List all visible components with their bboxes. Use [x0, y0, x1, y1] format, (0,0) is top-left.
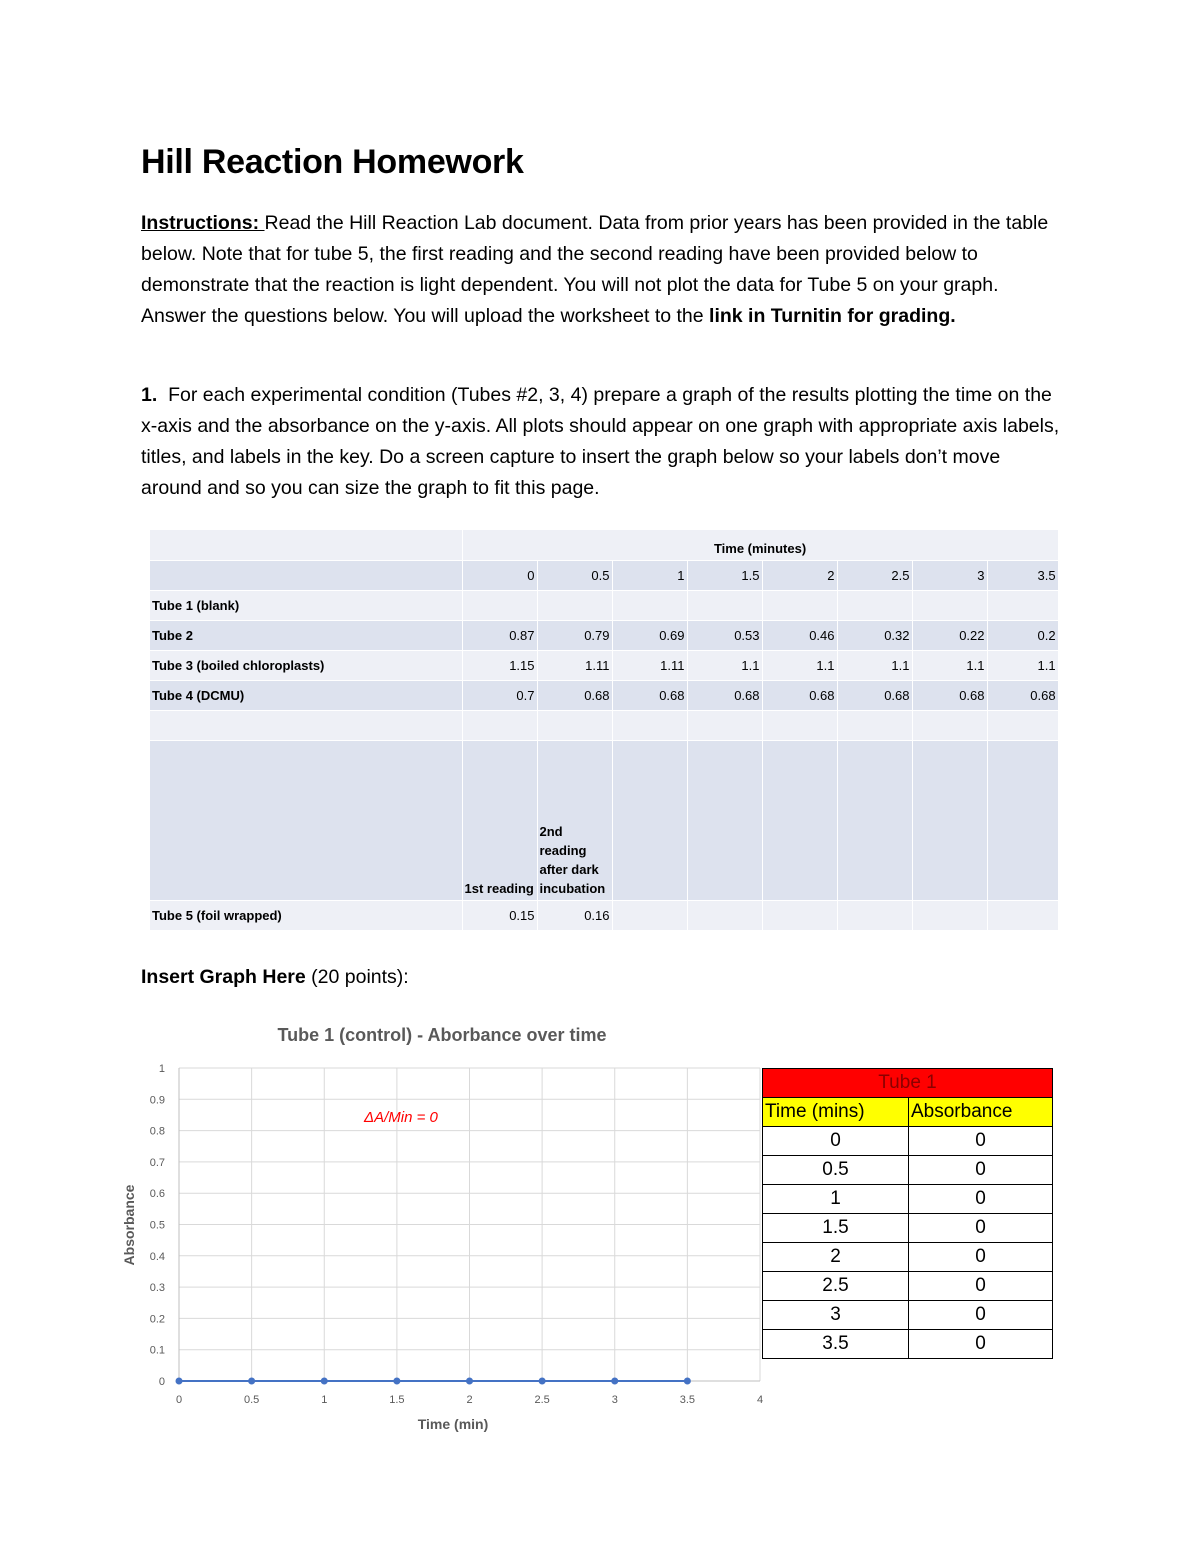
data-point	[393, 1378, 400, 1385]
y-tick-label: 1	[158, 1063, 165, 1075]
data-table	[150, 530, 1059, 931]
table-row	[150, 680, 1058, 710]
value-cell: 0.87	[462, 620, 537, 650]
col-time-header: Time (mins)	[763, 1098, 909, 1127]
insert-graph-bold: Insert Graph Here	[141, 966, 306, 988]
time-cell: 3	[912, 560, 987, 590]
time-cell: 0	[462, 560, 537, 590]
y-tick-label: 0.6	[149, 1188, 165, 1201]
chart-axes	[150, 1063, 763, 1406]
x-tick-label: 1	[321, 1394, 328, 1406]
table-row: 2.5 0	[763, 1272, 1053, 1301]
y-tick-label: 0.5	[149, 1219, 165, 1232]
table-row: 1 0	[763, 1185, 1053, 1214]
x-tick-label: 4	[756, 1394, 764, 1406]
table-row: 0.5 0	[763, 1156, 1053, 1185]
table-row: 3.5 0	[763, 1330, 1053, 1359]
tube1-table-header-row	[763, 1098, 1053, 1127]
value-cell: 1.11	[612, 650, 687, 680]
data-point	[176, 1378, 183, 1385]
question-1-number: 1.	[141, 384, 158, 406]
tube5-row	[150, 900, 1058, 930]
value-cell: 0.46	[762, 620, 837, 650]
value-cell: 1.11	[537, 650, 612, 680]
time-cell: 1.5	[687, 560, 762, 590]
time-cell: 2.5	[837, 560, 912, 590]
col-absorbance-header: Absorbance	[909, 1098, 1053, 1127]
y-tick-label: 0.4	[149, 1250, 165, 1263]
data-point	[248, 1378, 255, 1385]
value-cell: 1.1	[762, 650, 837, 680]
time-cell: 2	[762, 560, 837, 590]
x-tick-label: 3	[611, 1394, 618, 1406]
value-cell: 0.15	[462, 900, 537, 930]
value-cell: 0.53	[687, 620, 762, 650]
chart-x-axis-label: Time (min)	[417, 1416, 489, 1432]
time-cell: 3.5	[987, 560, 1058, 590]
data-point	[539, 1378, 546, 1385]
table-row: 1.5 0	[763, 1214, 1053, 1243]
value-cell: 0.32	[837, 620, 912, 650]
table-row	[150, 650, 1058, 680]
value-cell: 1.15	[462, 650, 537, 680]
x-tick-label: 2	[466, 1394, 473, 1406]
row-label: Tube 3 (boiled chloroplasts)	[150, 650, 462, 680]
x-tick-label: 3.5	[679, 1394, 696, 1406]
instructions-paragraph	[141, 208, 1061, 332]
second-reading-header: 2nd reading after dark incubation	[537, 740, 612, 900]
chart-series	[176, 1378, 691, 1385]
y-tick-label: 0	[158, 1376, 165, 1388]
time-header-row	[150, 530, 1058, 560]
value-cell: 0.68	[612, 680, 687, 710]
data-point	[684, 1378, 691, 1385]
value-cell: 1.1	[912, 650, 987, 680]
absorbance-chart	[110, 1015, 770, 1445]
value-cell: 0.68	[762, 680, 837, 710]
value-cell: 1.1	[687, 650, 762, 680]
value-cell: 0.79	[537, 620, 612, 650]
value-cell: 0.69	[612, 620, 687, 650]
table-row: 0 0	[763, 1127, 1053, 1156]
value-cell: 0.68	[987, 680, 1058, 710]
y-tick-label: 0.7	[149, 1156, 165, 1169]
data-point	[611, 1378, 618, 1385]
value-cell: 0.16	[537, 900, 612, 930]
tube1-table	[762, 1068, 1053, 1359]
instructions-label: Instructions:	[141, 212, 265, 234]
data-point	[321, 1378, 328, 1385]
y-tick-label: 0.2	[149, 1313, 165, 1326]
table-row: 3 0	[763, 1301, 1053, 1330]
row-label: Tube 4 (DCMU)	[150, 680, 462, 710]
tube1-table-title-row	[763, 1069, 1053, 1098]
value-cell: 0.68	[687, 680, 762, 710]
table-row: 2 0	[763, 1243, 1053, 1272]
value-cell: 0.22	[912, 620, 987, 650]
chart-grid	[179, 1068, 760, 1381]
instructions-text: Read the Hill Reaction Lab document. Data from prior years has been provided in the table below. Note that for tube 5, the first reading and the second reading have been provided below to demonstrate that the reaction is light dependent. You will not plot the data for Tube 5 on your graph. Answer the questions below. You will upload the worksheet to the	[141, 212, 1049, 327]
chart-title: Tube 1 (control) - Aborbance over time	[277, 1025, 607, 1045]
row-label: Tube 2	[150, 620, 462, 650]
value-cell: 1.1	[987, 650, 1058, 680]
row-label: Tube 1 (blank)	[150, 590, 462, 620]
tube1-table-title: Tube 1	[763, 1069, 1053, 1098]
value-cell: 0.2	[987, 620, 1058, 650]
y-tick-label: 0.3	[149, 1282, 165, 1295]
value-cell: 0.68	[537, 680, 612, 710]
value-cell: 0.7	[462, 680, 537, 710]
x-tick-label: 1.5	[389, 1394, 405, 1406]
x-tick-label: 0	[175, 1394, 183, 1406]
time-cell: 1	[612, 560, 687, 590]
x-tick-label: 2.5	[534, 1394, 550, 1406]
time-header: Time (minutes)	[462, 530, 1058, 560]
page-title: Hill Reaction Homework	[141, 143, 524, 181]
times-row	[150, 560, 1058, 590]
instructions-text-bold: link in Turnitin for grading.	[709, 305, 956, 327]
x-tick-label: 0.5	[243, 1394, 260, 1406]
y-tick-label: 0.8	[149, 1125, 165, 1138]
time-cell: 0.5	[537, 560, 612, 590]
table-row	[150, 590, 1058, 620]
y-tick-label: 0.1	[149, 1344, 165, 1357]
row-label: Tube 5 (foil wrapped)	[150, 900, 462, 930]
value-cell: 0.68	[837, 680, 912, 710]
question-1	[141, 380, 1061, 504]
insert-graph-label	[141, 966, 409, 989]
table-row	[150, 620, 1058, 650]
y-tick-label: 0.9	[149, 1094, 165, 1107]
value-cell: 0.68	[912, 680, 987, 710]
data-point	[466, 1378, 473, 1385]
first-reading-header: 1st reading	[462, 740, 537, 900]
chart-y-axis-label: Absorbance	[121, 1184, 137, 1266]
chart-annotation: ΔA/Min = 0	[364, 1109, 438, 1126]
insert-graph-points: (20 points):	[305, 966, 409, 988]
question-1-text: For each experimental condition (Tubes #2, 3, 4) prepare a graph of the results plotting the time on the x-axis and the absorbance on the y-axis. All plots should appear on one graph with appropriate axis labels, titles, and labels in the key. Do a screen capture to insert the graph below so your labels don’t move around and so you can size the graph to fit this page.	[141, 384, 1060, 499]
value-cell: 1.1	[837, 650, 912, 680]
reading-header-row	[150, 740, 1058, 900]
